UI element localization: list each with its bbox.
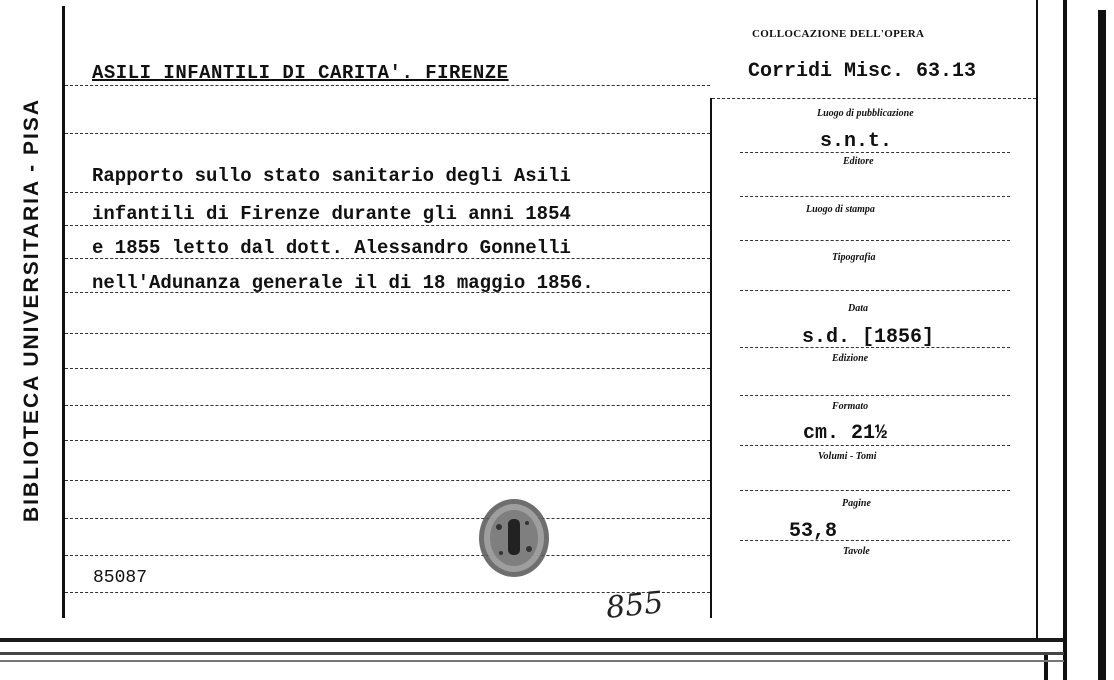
library-stamp-icon bbox=[477, 497, 551, 579]
ruled-line-12 bbox=[65, 518, 710, 519]
right-line-9 bbox=[740, 540, 1010, 541]
bottom-edge bbox=[0, 652, 1064, 655]
edizione-label: Edizione bbox=[832, 353, 869, 364]
luogo-pubblicazione-label: Luogo di pubblicazione bbox=[817, 108, 914, 119]
library-spine bbox=[19, 60, 45, 560]
right-border bbox=[1036, 0, 1038, 640]
right-edge bbox=[1063, 0, 1067, 680]
right-line-6 bbox=[740, 395, 1010, 396]
title-line-1: Rapporto sullo stato sanitario degli Asili bbox=[92, 165, 571, 187]
ruled-line-10 bbox=[65, 440, 710, 441]
handwritten-number: 855 bbox=[604, 585, 665, 626]
luogo-pubblicazione-value: s.n.t. bbox=[820, 130, 893, 153]
title-line-4: nell'Adunanza generale il di 18 maggio 1856. bbox=[92, 272, 594, 294]
volumi-tomi-label: Volumi - Tomi bbox=[818, 451, 877, 462]
ruled-line-13 bbox=[65, 555, 710, 556]
ruled-line-4 bbox=[65, 225, 710, 226]
ruled-line-9 bbox=[65, 405, 710, 406]
pagine-value: 53,8 bbox=[789, 520, 838, 543]
tavole-label: Tavole bbox=[843, 546, 870, 557]
collocazione-value: Corridi Misc. 63.13 bbox=[748, 60, 977, 83]
luogo-stampa-label: Luogo di stampa bbox=[806, 204, 875, 215]
ruled-line-8 bbox=[65, 368, 710, 369]
right-line-3 bbox=[740, 240, 1010, 241]
right-line-7 bbox=[740, 445, 1010, 446]
data-value: s.d. [1856] bbox=[802, 326, 935, 349]
collocazione-label: COLLOCAZIONE DELL'OPERA bbox=[752, 28, 925, 40]
pagine-label: Pagine bbox=[842, 498, 871, 509]
right-line-8 bbox=[740, 490, 1010, 491]
author-heading: ASILI INFANTILI DI CARITA'. FIRENZE bbox=[92, 62, 509, 84]
bottom-rule bbox=[0, 638, 1064, 642]
title-line-3: e 1855 letto dal dott. Alessandro Gonnelli bbox=[92, 237, 571, 259]
ruled-line-3 bbox=[65, 192, 710, 193]
bottom-edge-2 bbox=[0, 660, 1064, 662]
ruled-line-2 bbox=[65, 133, 710, 134]
right-line-2 bbox=[740, 196, 1010, 197]
right-line-4 bbox=[740, 290, 1010, 291]
left-margin-line bbox=[62, 6, 65, 618]
right-top-line bbox=[712, 98, 1036, 99]
ruled-line-11 bbox=[65, 480, 710, 481]
right-edge-2 bbox=[1098, 10, 1106, 680]
editore-label: Editore bbox=[843, 156, 874, 167]
formato-value: cm. 21½ bbox=[803, 422, 888, 445]
inventory-number: 85087 bbox=[93, 568, 148, 588]
ruled-line-7 bbox=[65, 333, 710, 334]
title-line-2: infantili di Firenze durante gli anni 1854 bbox=[92, 203, 571, 225]
right-edge-3 bbox=[1044, 654, 1048, 680]
library-name: BIBLIOTECA UNIVERSITARIA - PISA bbox=[20, 97, 43, 523]
tipografia-label: Tipografia bbox=[832, 252, 876, 263]
formato-label: Formato bbox=[832, 401, 869, 412]
column-divider bbox=[710, 98, 712, 618]
data-label: Data bbox=[848, 303, 868, 314]
ruled-line-1 bbox=[65, 85, 710, 86]
